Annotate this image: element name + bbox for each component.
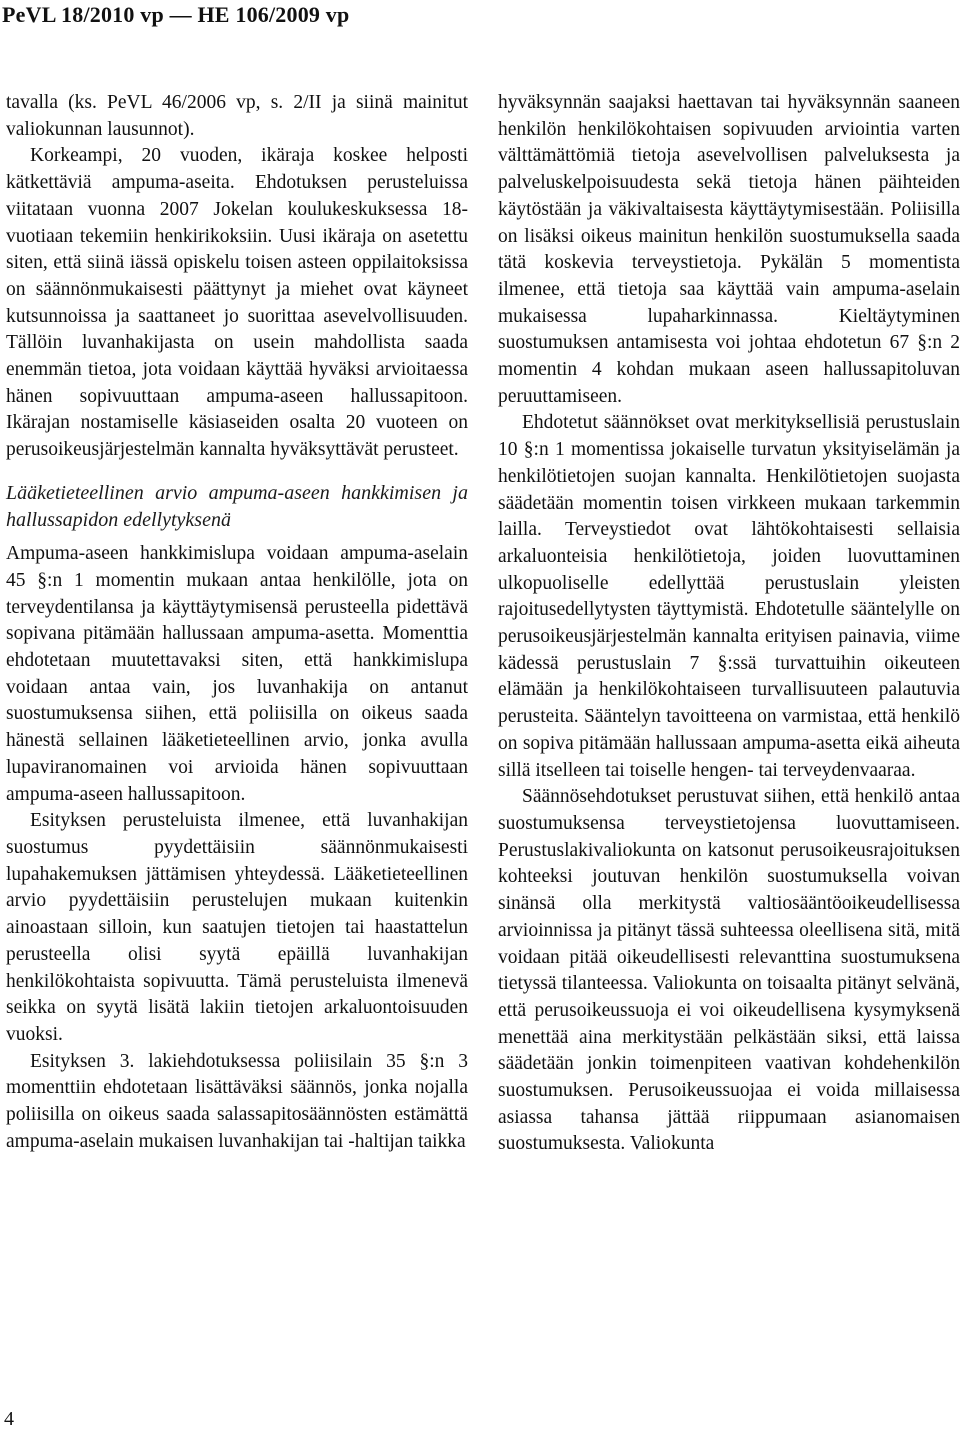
left-paragraph-5: Esityksen 3. lakiehdotuksessa poliisilain 35 §:n 3 momenttiin ehdotetaan lisättäväksi säännös, jonka nojalla poliisilla on oikeus saada salassapitosäännösten estämättä ampuma-aselain mukaisen luvanhakijan tai -haltijan taikka bbox=[6, 1050, 468, 1152]
left-paragraph-1: tavalla (ks. PeVL 46/2006 vp, s. 2/II ja siinä mainitut valiokunnan lausunnot). bbox=[6, 92, 468, 140]
left-paragraph-3: Ampuma-aseen hankkimislupa voidaan ampuma-aselain 45 §:n 1 momentin mukaan antaa henkilölle, jota on terveydentilansa ja käyttäytymisensä perusteella pidettävä sopivana pitämään hallussaan ampuma-asetta. Momenttia ehdotetaan muutettavaksi siten, että hankkimislupa voidaan antaa vain, jos luvanhakija on antanut suostumuksensa siihen, että poliisilla on oikeus saada hänestä sellainen lääketieteellinen arvio, jonka avulla lupaviranomainen voi arvioida hänen sopivuuttaan ampuma-aseen hallussapitoon. bbox=[6, 543, 468, 805]
right-column bbox=[498, 90, 960, 1158]
section-heading: Lääketieteellinen arvio ampuma-aseen hankkimisen ja hallussapidon edellytyksenä bbox=[6, 481, 468, 531]
page-number: 4 bbox=[4, 1408, 14, 1430]
running-header: PeVL 18/2010 vp — HE 106/2009 vp bbox=[2, 2, 350, 27]
left-paragraph-4: Esityksen perusteluista ilmenee, että luvanhakijan suostumus pyydettäisiin säännönmukaisesti lupahakemuksen jättämisen yhteydessä. Lääketieteellinen arvio pyydettäisiin perustelujen mukaan kuitenkin ainoastaan silloin, kun saatujen tietojen tai haastattelun perusteella olisi syytä epäillä luvanhakijan henkilökohtaista sopivuutta. Tämä perusteluista ilmenevä seikka on syytä lisätä lakiin tietojen arkaluontoisuuden vuoksi. bbox=[6, 810, 468, 1045]
left-paragraph-2: Korkeampi, 20 vuoden, ikäraja koskee helposti kätkettäviä ampuma-aseita. Ehdotuksen perusteluissa viitataan vuonna 2007 Jokelan koulukeskuksessa 18-vuotiaan tekemiin henkirikoksiin. Uusi ikäraja on asetettu siten, että siinä iässä opiskelu toisen asteen oppilaitoksissa on säännönmukaisesti päättynyt ja miehet ovat käyneet kutsunnoissa ja saattaneet jo suorittaa asevelvollisuuden. Tällöin luvanhakijasta on usein mahdollista saada enemmän tietoa, jota voidaan käyttää hyväksi arvioitaessa hänen sopivuuttaan ampuma-aseen hallussapitoon. Ikärajan nostamiselle käsiaseiden osalta 20 vuoteen on perusoikeusjärjestelmän kannalta hyväksyttävät perusteet. bbox=[6, 145, 468, 461]
right-paragraph-2: Ehdotetut säännökset ovat merkityksellisiä perustuslain 10 §:n 1 momentissa jokaiselle turvatun yksityiselämän ja henkilötietojen suojan kannalta. Henkilötietojen suojasta säädetään momentin toisen virkkeen mukaan tarkemmin lailla. Terveystiedot ovat lähtökohtaisesti sellaisia arkaluonteisia henkilötietoja, joiden luovuttaminen ulkopuoliselle edellyttää perustuslain yleisten rajoitusedellytysten täyttymistä. Ehdotetulle sääntelylle on perusoikeusjärjestelmän kannalta erityisen painavia, viime kädessä perustuslain 7 §:ssä turvattuihin oikeuteen elämään ja henkilökohtaiseen turvallisuuteen palautuvia perusteita. Sääntelyn tavoitteena on varmistaa, että henkilö on sopiva pitämään hallussaan ampuma-asetta eikä aiheuta sillä itselleen tai toiselle hengen- tai terveydenvaaraa. bbox=[498, 412, 960, 781]
right-paragraph-3: Säännösehdotukset perustuvat siihen, että henkilö antaa suostumuksensa terveystietojensa luovuttamiseen. Perustuslakivaliokunta on katsonut perusoikeusrajoituksen kohteeksi joutuvan henkilön suostumuksella voivan sinänsä olla merkitystä valtiosääntöoikeudellisessa arvioinnissa ja pitänyt tässä suhteessa oleellisena sitä, mitä voidaan pitää oikeudellisesti relevanttina suostumuksena tietyssä tilanteessa. Valiokunta on toisaalta pitänyt selvänä, että perusoikeussuoja ei voi oikeudellisena kysymyksenä menettää aina merkitystään pelkästään siksi, että laissa säädetään jonkin toimenpiteen vaativan kohdehenkilön suostumuksen. Perusoikeussuojaa ei voida millaisessa asiassa tahansa jättää riippumaan asianomaisen suostumuksesta. Valiokunta bbox=[498, 786, 960, 1155]
left-column bbox=[6, 90, 468, 1155]
right-paragraph-1: hyväksynnän saajaksi haettavan tai hyväksynnän saaneen henkilön henkilökohtaisen sopivuuden arviointia varten välttämättömiä tietoja asevelvollisen palveluksesta ja palveluskelpoisuudesta sekä tietoja hänen päihteiden käytöstään ja väkivaltaisesta käyttäytymisestään. Poliisilla on lisäksi oikeus mainitun henkilön suostumuksella saada tätä koskevia terveystietoja. Pykälän 5 momentista ilmenee, että tietoja saa käyttää vain ampuma-aselain mukaisessa lupaharkinnassa. Kieltäytyminen suostumuksen antamisesta voi johtaa ehdotetun 67 §:n 2 momentin 4 kohdan mukaan aseen hallussapitoluvan peruuttamiseen. bbox=[498, 92, 960, 407]
